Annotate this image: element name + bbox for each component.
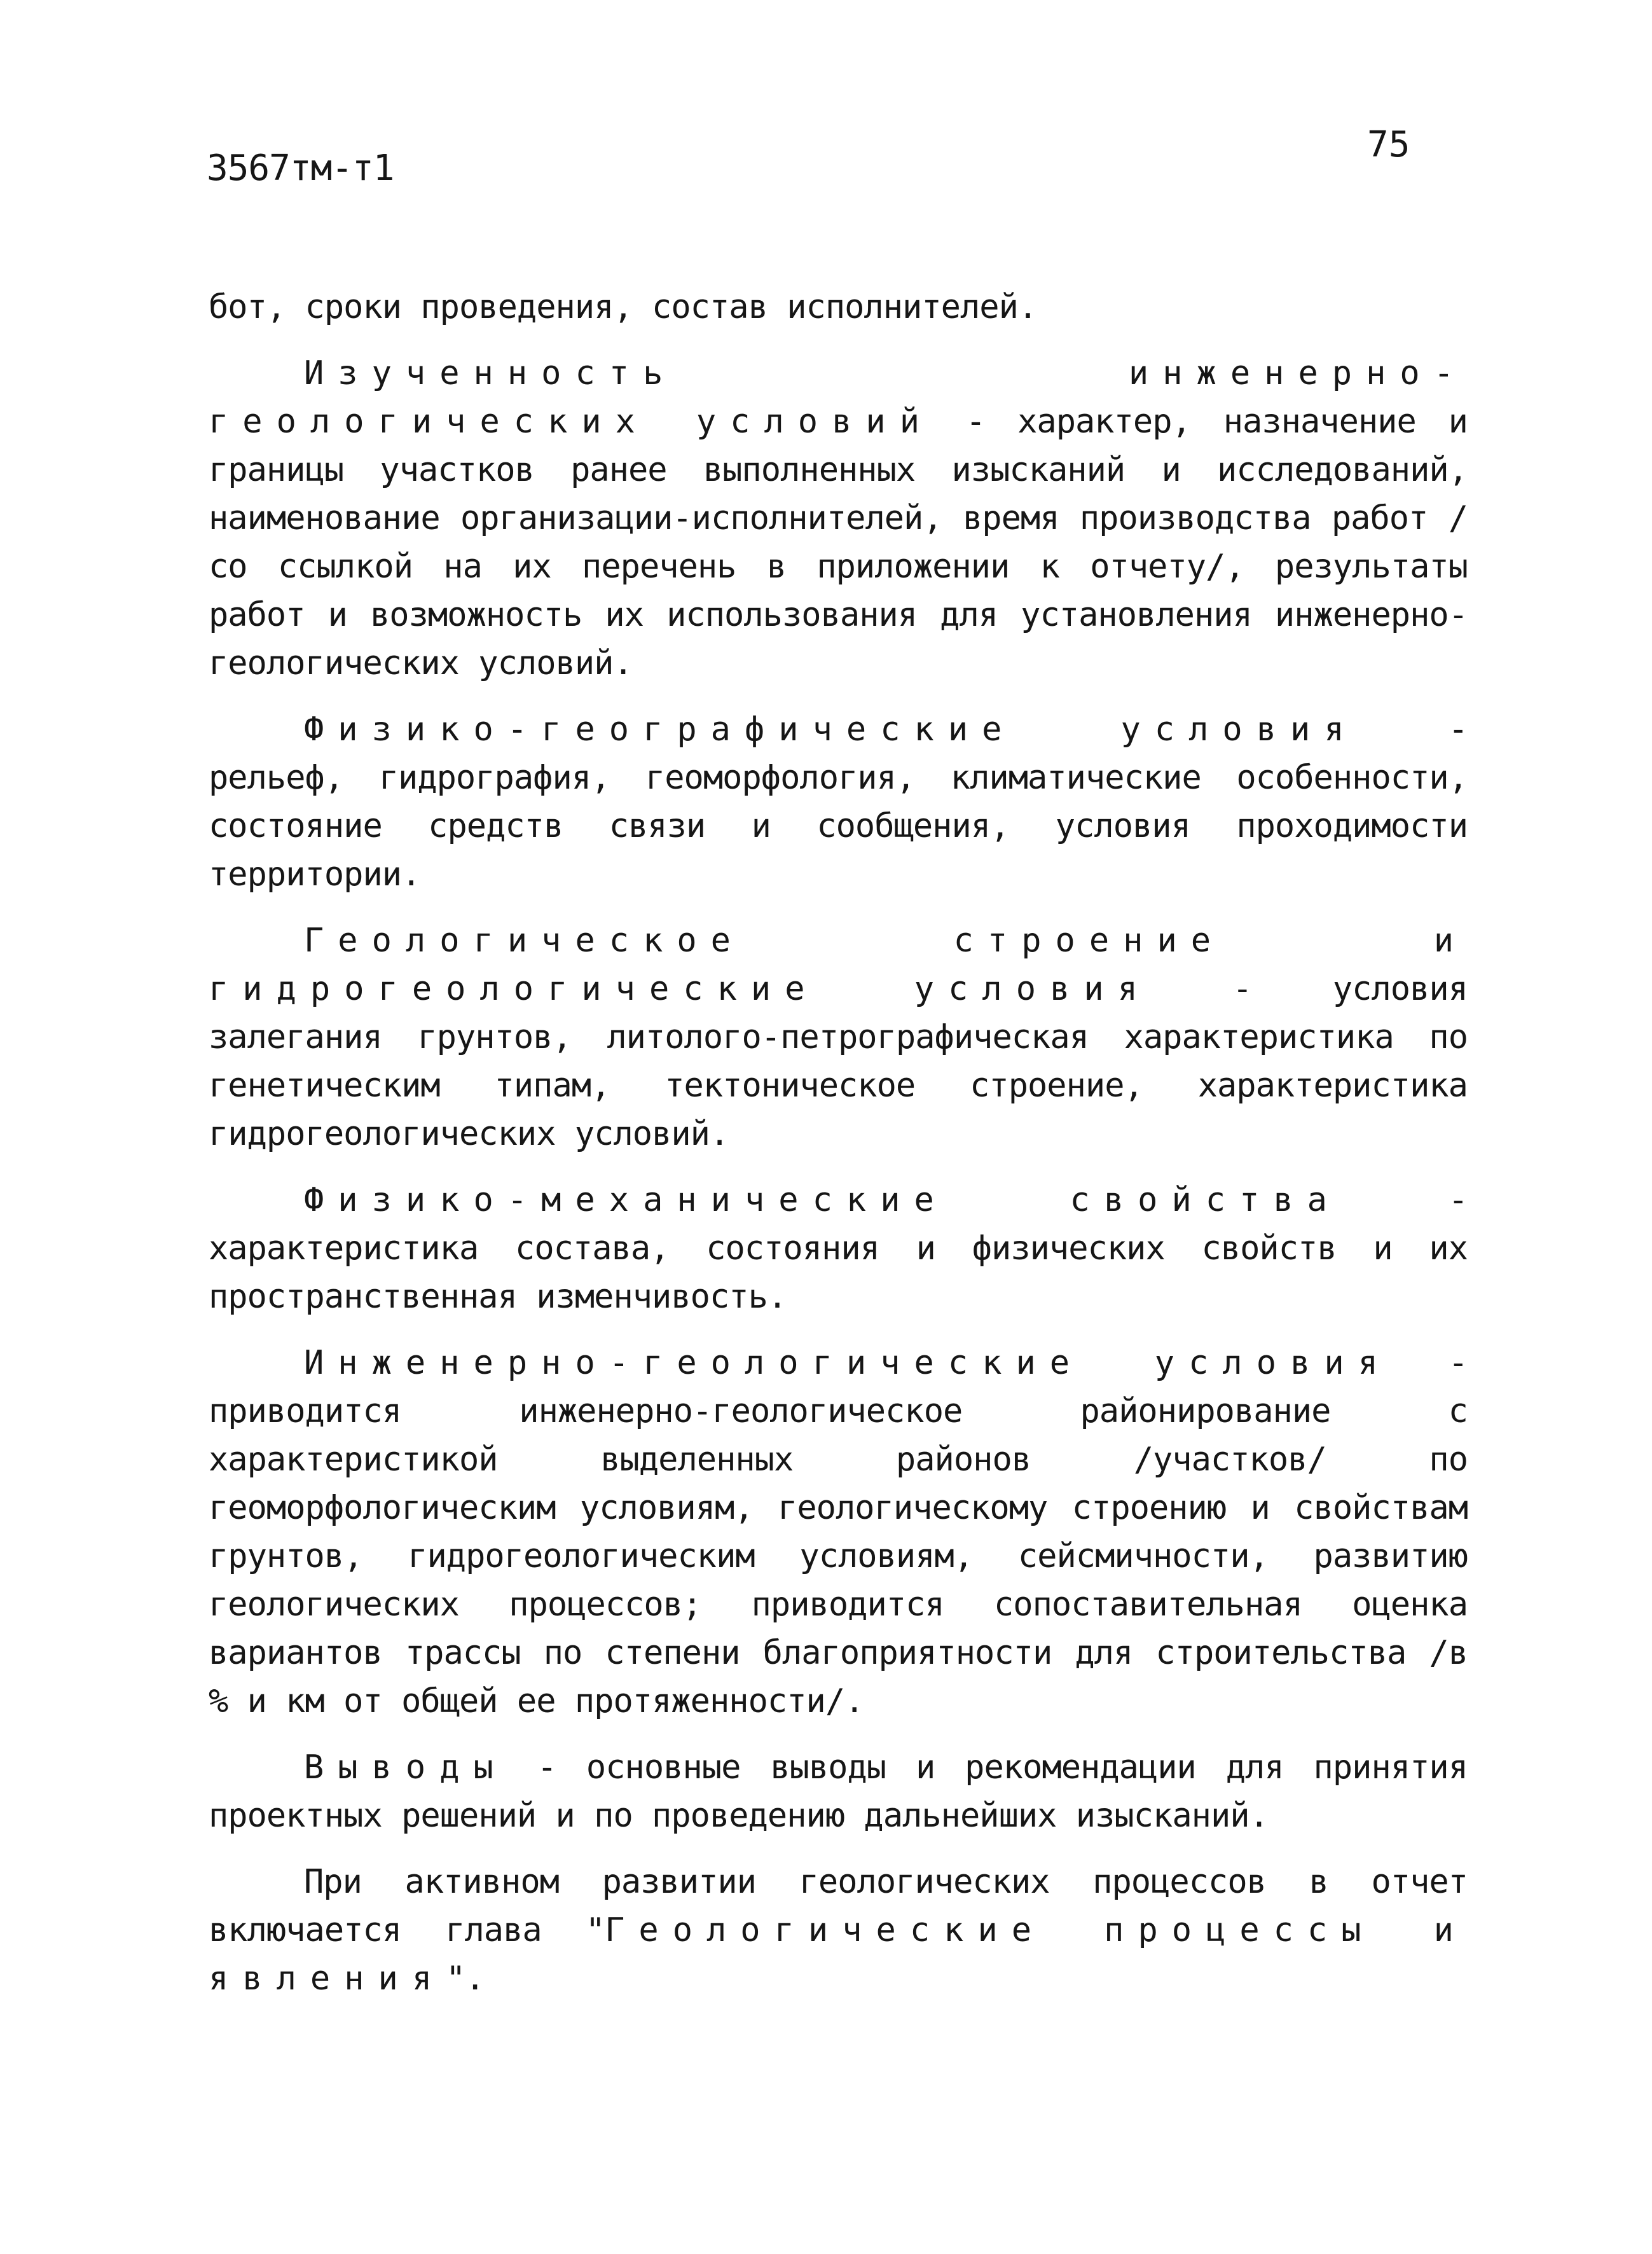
paragraph-text: - характер, назначение и границы участков ранее выполненных изысканий и исследований, наименование организации-исполнителей, время производства работ /со ссылкой на их перечень в приложении к отчету/, результаты работ и возможность их использования для установления инженерно-геологических условий. (209, 403, 1468, 682)
body-text (209, 283, 1468, 2021)
paragraph-physical-geography (209, 705, 1468, 899)
paragraph-text: бот, сроки проведения, состав исполнителей. (209, 288, 1038, 326)
paragraph-study-history (209, 349, 1468, 688)
section-term: Выводы (304, 1748, 507, 1787)
section-term: Физико-географические условия (304, 710, 1358, 749)
page-number: 75 (1367, 124, 1410, 165)
section-term: Геологическое строение и гидрогеологические условия (209, 922, 1468, 1008)
paragraph-text: - условия залегания грунтов, литолого-петрографическая характеристика по генетическим типам, тектоническое строение, характеристика гидрогеологических условий. (209, 970, 1468, 1153)
paragraph-text: - основные выводы и рекомендации для принятия проектных решений и по проведению дальнейших изысканий. (209, 1748, 1468, 1835)
paragraph-conclusions (209, 1743, 1468, 1840)
paragraph-geological-processes (209, 1858, 1468, 2003)
paragraph-engineering-conditions (209, 1339, 1468, 1725)
paragraph-geology (209, 916, 1468, 1158)
document-code: 3567тм-т1 (207, 148, 394, 189)
paragraph-text: При активном развитии геологических процессов в отчет включается глава " (209, 1863, 1468, 1949)
section-term: Физико-механические свойства (304, 1181, 1341, 1219)
section-term: Изученность инженерно-геологических условий (209, 354, 1468, 441)
paragraph-continuation (209, 283, 1468, 331)
section-term: Геологические процессы и явления (209, 1911, 1468, 1998)
paragraph-text: - рельеф, гидрография, геоморфология, климатические особенности, состояние средств связи и сообщения, условия проходимости территории. (209, 710, 1468, 894)
paragraph-text: - характеристика состава, состояния и физических свойств и их пространственная изменчивость. (209, 1181, 1468, 1316)
paragraph-text: - приводится инженерно-геологическое районирование с характеристикой выделенных районов /участков/ по геоморфологическим условиям, геологическому строению и свойствам грунтов, гидрогеологическим условиям, сейсмичности, развитию геологических процессов; приводится сопоставительная оценка вариантов трассы по степени благоприятности для строительства /в % и км от общей ее протяженности/. (209, 1344, 1468, 1720)
section-term: Инженерно-геологические условия (304, 1344, 1392, 1382)
paragraph-mechanical-properties (209, 1176, 1468, 1321)
paragraph-text-end: ". (446, 1960, 485, 1998)
